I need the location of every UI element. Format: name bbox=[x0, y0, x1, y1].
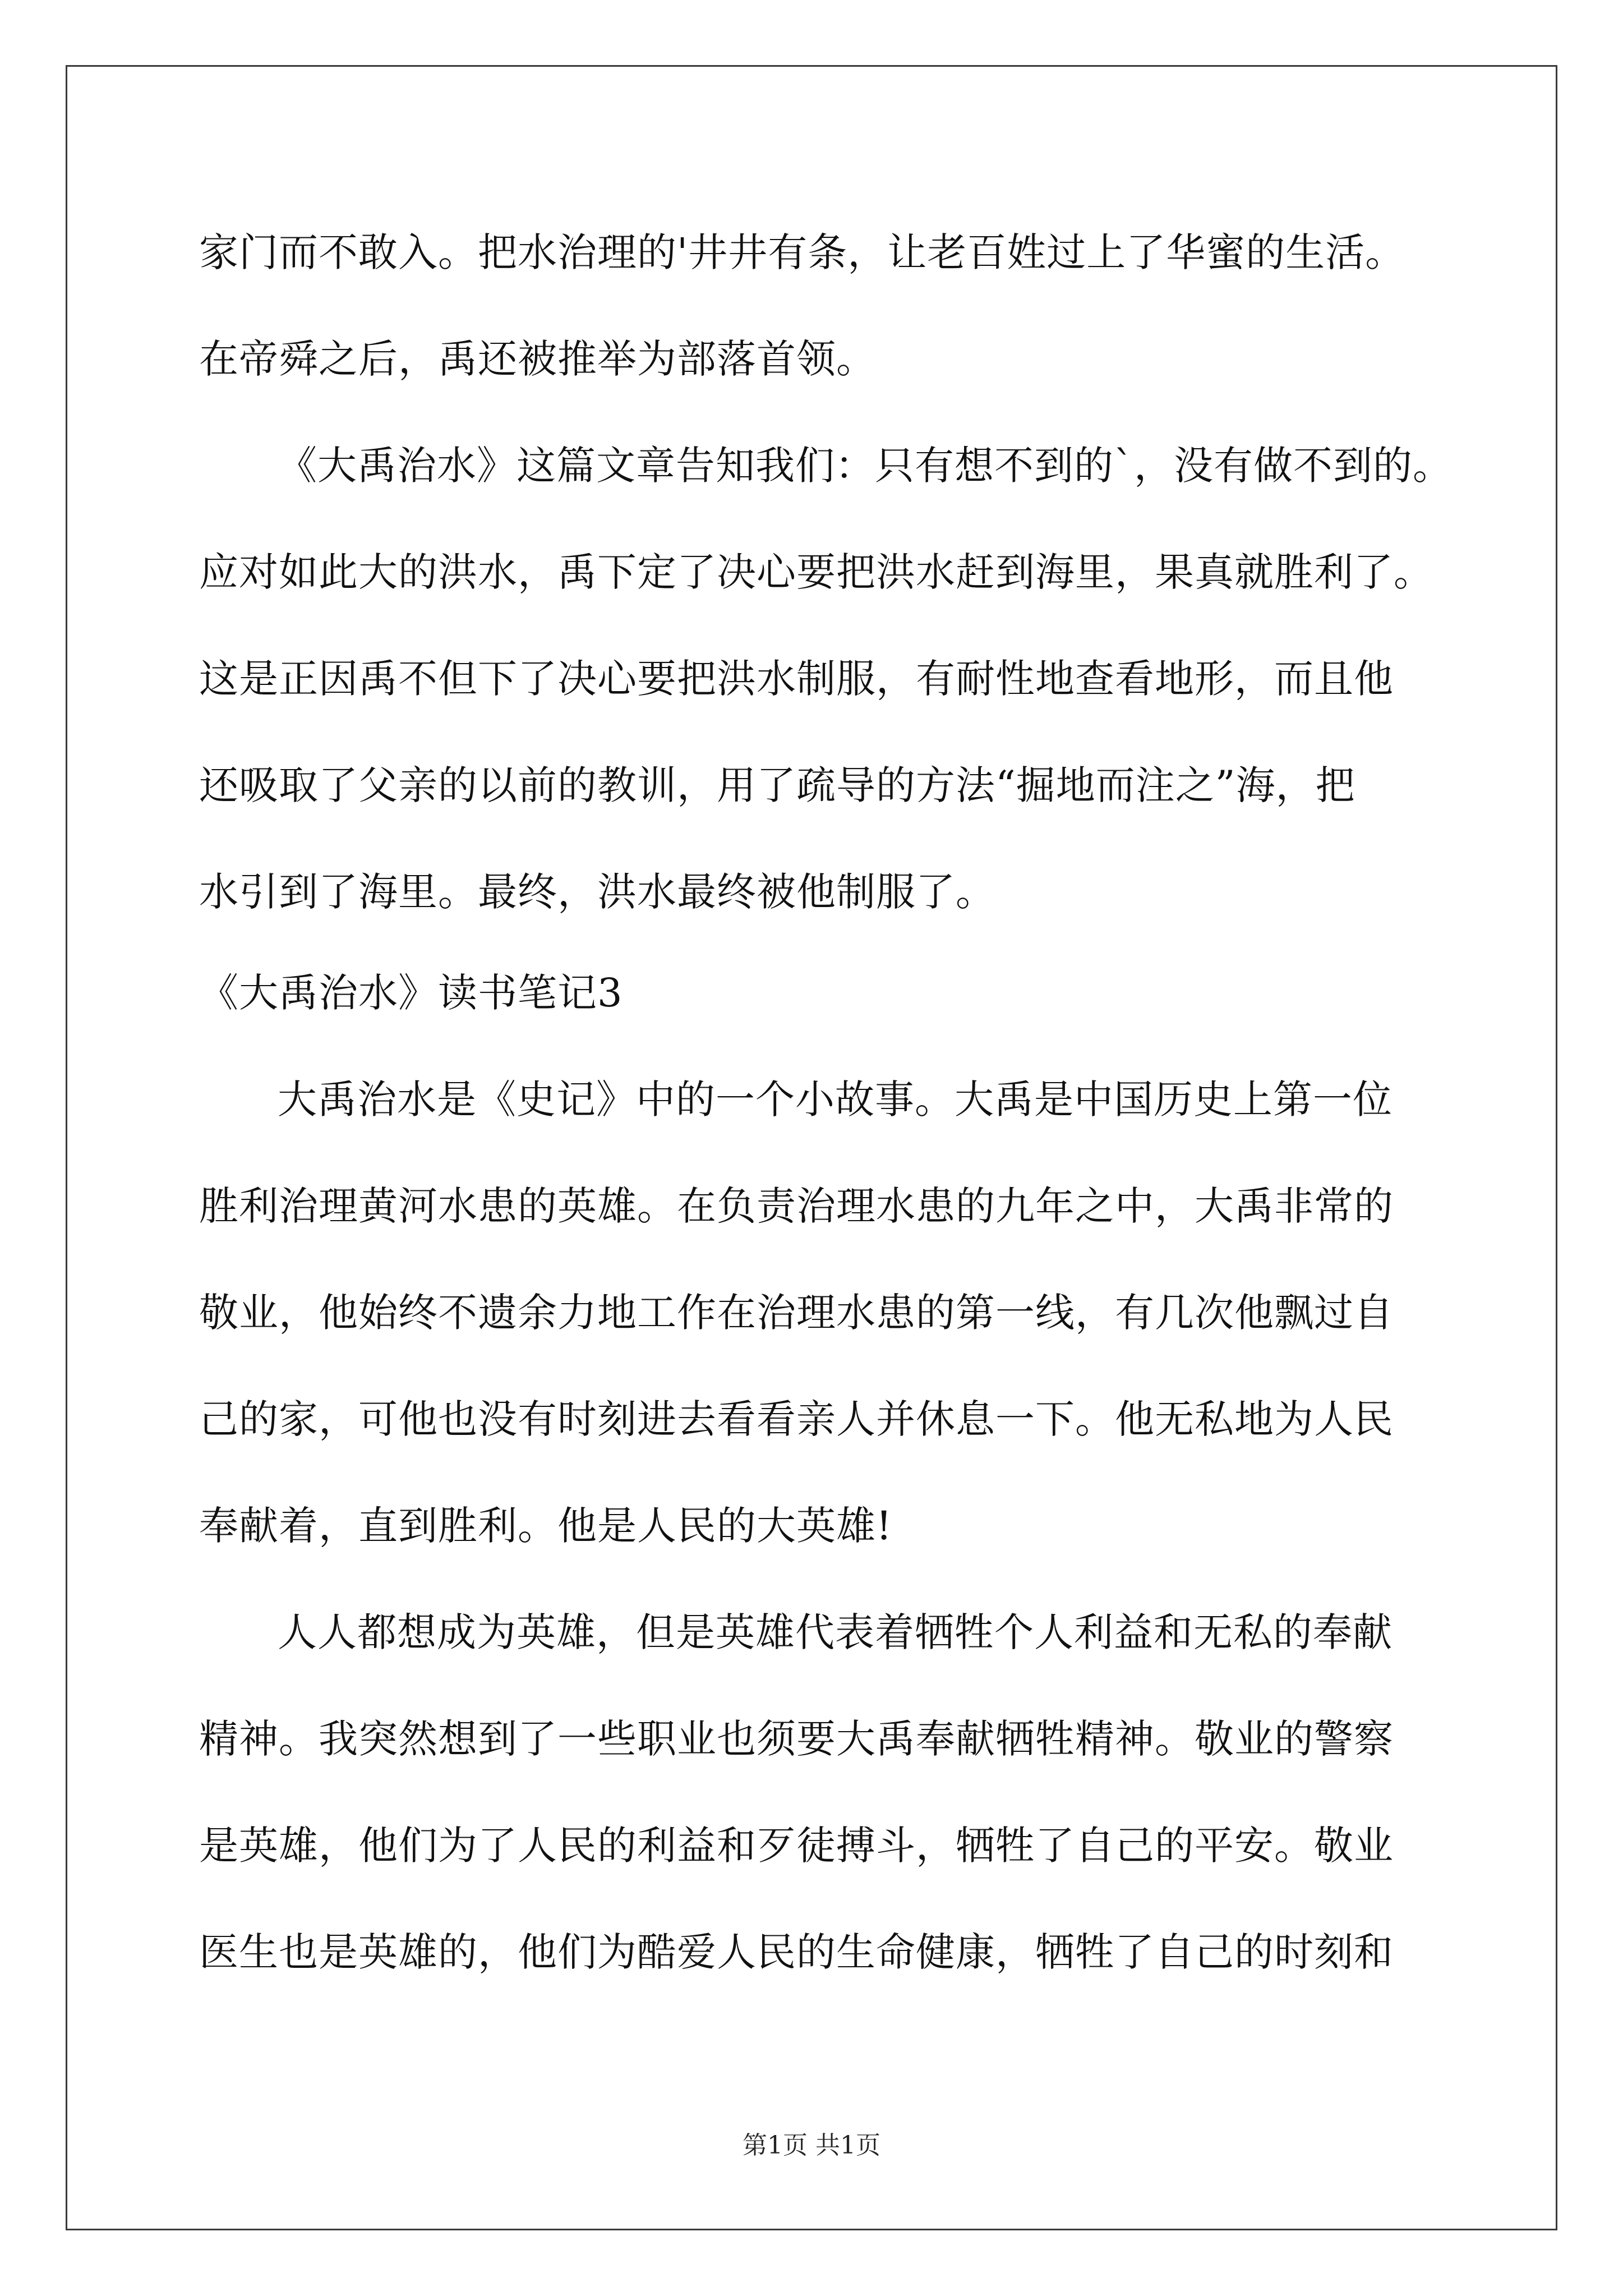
text-line: 还吸取了父亲的以前的教训，用了疏导的方法“掘地而注之”海，把 bbox=[199, 762, 1355, 808]
text-line: 这是正因禹不但下了决心要把洪水制服，有耐性地查看地形，而且他 bbox=[199, 656, 1394, 702]
text-line: 水引到了海里。最终，洪水最终被他制服了。 bbox=[199, 869, 995, 915]
text-line: 应对如此大的洪水，禹下定了决心要把洪水赶到海里，果真就胜利了。 bbox=[199, 549, 1433, 595]
text-line: 医生也是英雄的，他们为酷爱人民的生命健康，牺牲了自己的时刻和 bbox=[199, 1929, 1394, 1975]
text-line: 是英雄，他们为了人民的利益和歹徒搏斗，牺牲了自己的平安。敬业 bbox=[199, 1823, 1394, 1869]
paragraph-first-line: 《大禹治水》这篇文章告知我们：只有想不到的`，没有做不到的。 bbox=[278, 443, 1453, 489]
section-heading: 《大禹治水》读书笔记3 bbox=[199, 970, 623, 1016]
text-line: 家门而不敢入。把水治理的'井井有条，让老百姓过上了华蜜的生活。 bbox=[199, 229, 1405, 275]
text-line: 奉献着，直到胜利。他是人民的大英雄! bbox=[199, 1503, 893, 1549]
text-line: 胜利治理黄河水患的英雄。在负责治理水患的九年之中，大禹非常的 bbox=[199, 1183, 1394, 1229]
text-line: 在帝舜之后，禹还被推举为部落首领。 bbox=[199, 336, 876, 382]
paragraph-first-line: 大禹治水是《史记》中的一个小故事。大禹是中国历史上第一位 bbox=[278, 1076, 1393, 1122]
text-line: 己的家，可他也没有时刻进去看看亲人并休息一下。他无私地为人民 bbox=[199, 1396, 1394, 1442]
text-line: 敬业，他始终不遗余力地工作在治理水患的第一线，有几次他飘过自 bbox=[199, 1290, 1394, 1336]
text-line: 精神。我突然想到了一些职业也须要大禹奉献牺牲精神。敬业的警察 bbox=[199, 1716, 1394, 1762]
page-border bbox=[66, 65, 1557, 2230]
paragraph-first-line: 人人都想成为英雄，但是英雄代表着牺牲个人利益和无私的奉献 bbox=[278, 1609, 1393, 1655]
page-number-footer: 第1页 共1页 bbox=[743, 2131, 880, 2160]
